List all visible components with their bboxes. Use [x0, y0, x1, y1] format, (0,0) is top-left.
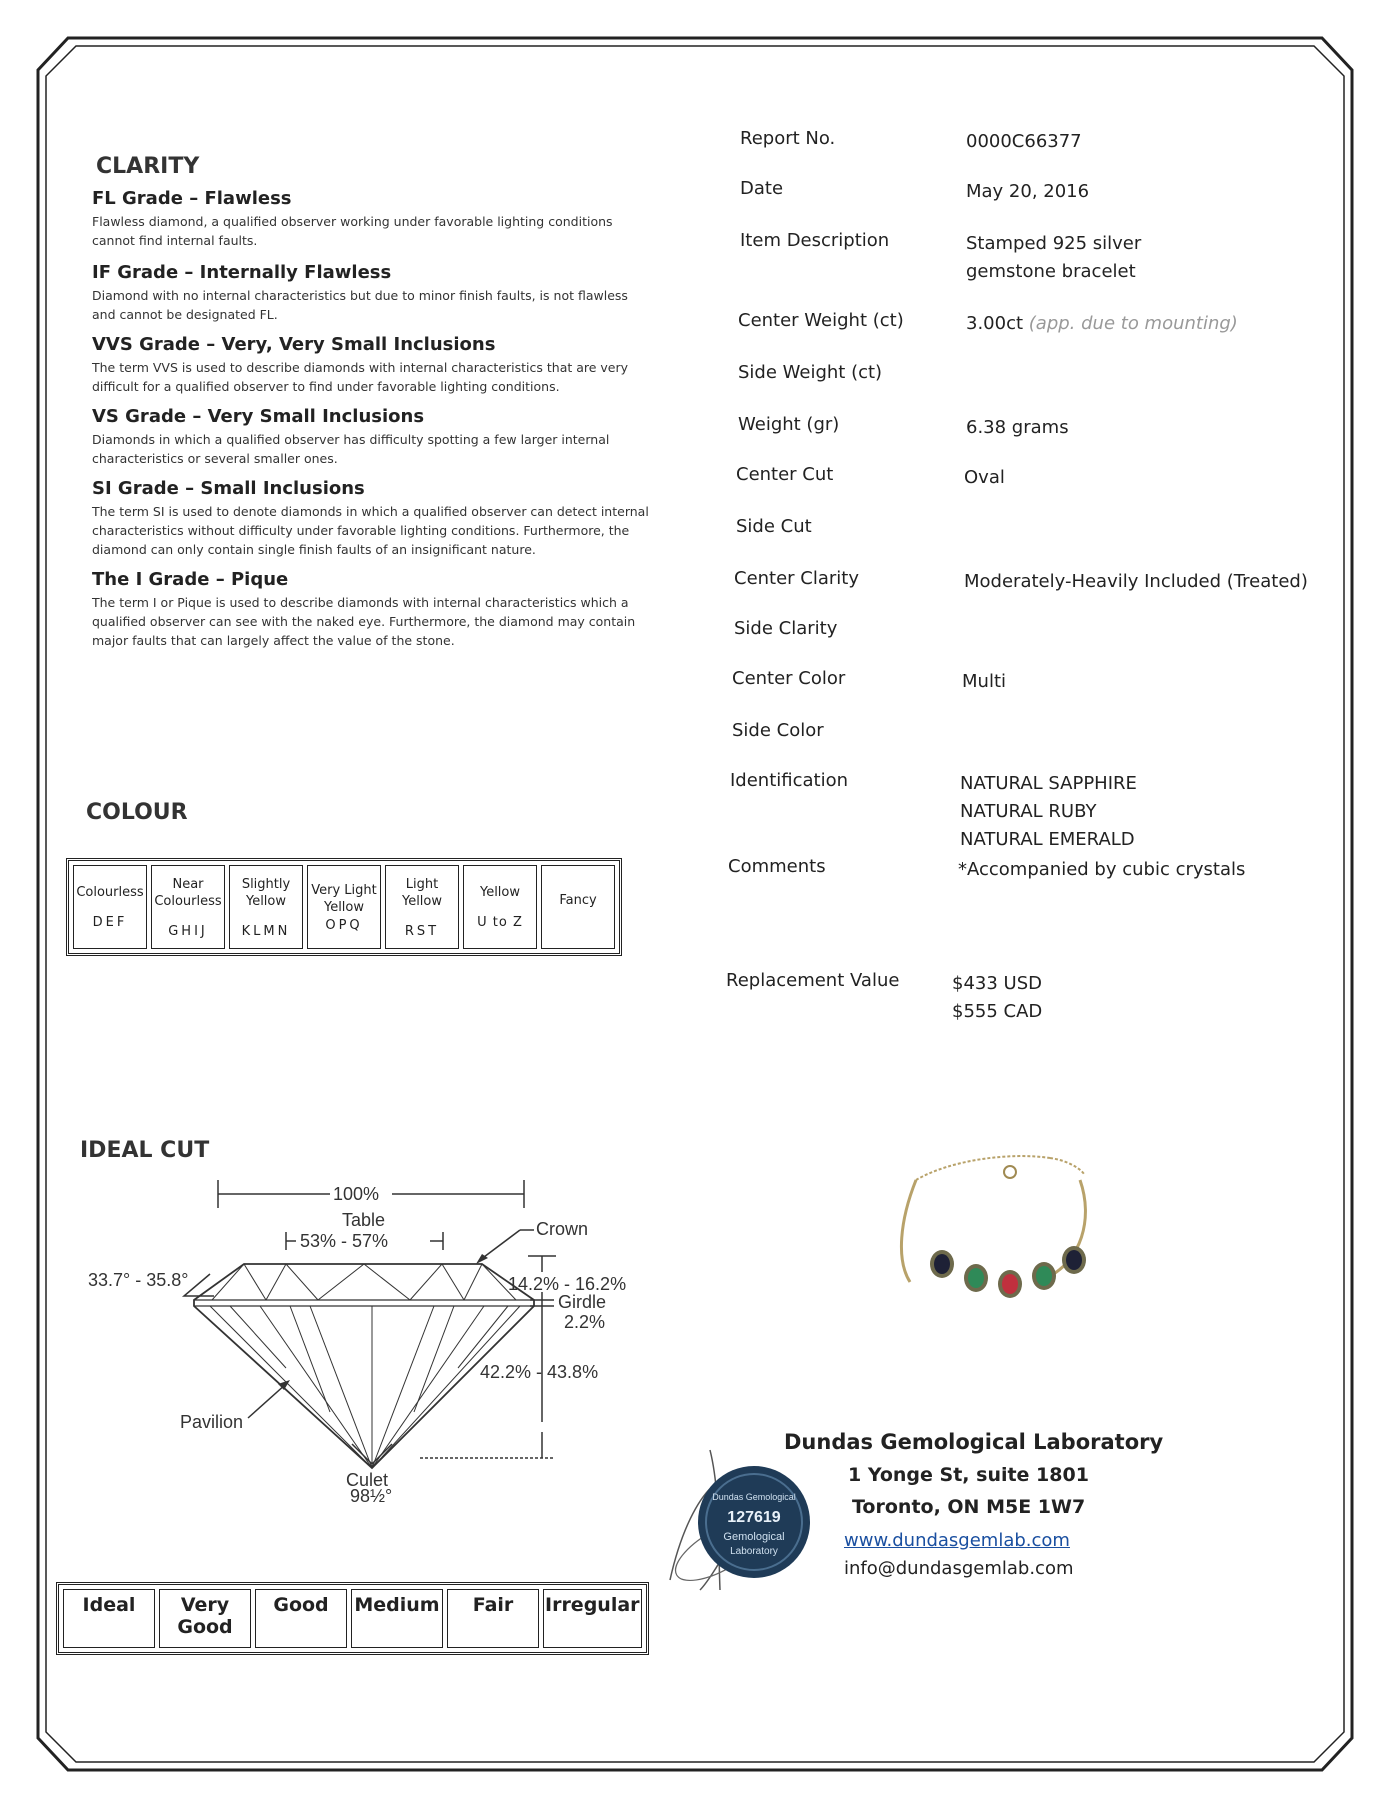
grade-i — [92, 569, 652, 650]
colour-letters: DEF — [92, 915, 128, 930]
weight-grams: 6.38 grams — [966, 417, 1069, 438]
pavilion-depth-label: 42.2% - 43.8% — [480, 1362, 599, 1382]
colour-letters: U to Z — [477, 915, 523, 930]
cut-cell: Irregular — [543, 1589, 642, 1648]
comments: *Accompanied by cubic crystals — [958, 859, 1246, 880]
grade-title: SI Grade – Small Inclusions — [92, 478, 365, 499]
center-cut: Oval — [964, 467, 1005, 488]
field-label: Center Clarity — [734, 568, 860, 589]
lab-seal — [650, 1430, 830, 1610]
lab-address-line1: 1 Yonge St, suite 1801 — [848, 1464, 1089, 1486]
field-label: Item Description — [740, 230, 890, 251]
seal-text-line: Gemological — [723, 1531, 785, 1543]
colour-cell — [385, 865, 459, 949]
cut-cell: Very Good — [159, 1589, 251, 1648]
cut-cell: Fair — [447, 1589, 539, 1648]
center-weight-note: (app. due to mounting) — [1028, 313, 1238, 334]
replacement-value-usd: $433 USD — [952, 973, 1042, 994]
grade-description: Flawless diamond, a qualified observer working under favorable lighting conditions cannot find internal faults. — [92, 214, 613, 248]
report-date: May 20, 2016 — [966, 181, 1090, 202]
field-label: Report No. — [740, 128, 836, 149]
table-range-label: 53% - 57% — [300, 1231, 389, 1251]
grade-title: FL Grade – Flawless — [92, 188, 292, 209]
colour-scale — [66, 858, 622, 956]
center-color: Multi — [962, 671, 1006, 692]
clarity-grades — [92, 188, 652, 650]
colour-name: Fancy — [559, 892, 597, 908]
girdle-label: Girdle — [558, 1292, 607, 1312]
pavilion-label: Pavilion — [180, 1412, 244, 1432]
width-pct-label: 100% — [333, 1184, 380, 1204]
colour-cell — [541, 865, 615, 949]
seal-number: 127619 — [727, 1509, 781, 1526]
colour-cell — [151, 865, 225, 949]
cut-cell: Good — [255, 1589, 347, 1648]
lab-email[interactable]: info@dundasgemlab.com — [844, 1558, 1074, 1579]
grade-description: The term VVS is used to describe diamonds with internal characteristics that are very difficult for a qualified observer to find under favorable lighting conditions. — [92, 360, 629, 394]
colour-name: Colourless — [76, 885, 144, 900]
colour-cell — [229, 865, 303, 949]
grade-title: IF Grade – Internally Flawless — [92, 262, 392, 283]
colour-letters: RST — [404, 923, 440, 939]
field-label: Center Color — [732, 668, 846, 689]
crown-angle-label: 33.7° - 35.8° — [88, 1270, 189, 1290]
bracelet-photo — [880, 1140, 1110, 1330]
field-label: Center Cut — [736, 464, 834, 485]
identification-line: NATURAL RUBY — [960, 801, 1097, 822]
colour-name: Slightly Yellow — [241, 876, 291, 909]
ideal-cut-title: IDEAL CUT — [80, 1138, 210, 1163]
crown-height-label: 14.2% - 16.2% — [508, 1274, 627, 1294]
colour-cell — [307, 865, 381, 949]
colour-title: COLOUR — [86, 800, 188, 825]
replacement-value — [952, 970, 1042, 1026]
crown-label: Crown — [536, 1219, 589, 1239]
colour-letters: KLMN — [241, 923, 291, 939]
item-description — [966, 230, 1141, 286]
seal-text-line: Laboratory — [730, 1546, 778, 1557]
field-label: Identification — [730, 770, 849, 791]
field-label: Replacement Value — [726, 970, 900, 991]
culet-label: Culet — [346, 1470, 389, 1490]
item-description-line: gemstone bracelet — [966, 261, 1136, 282]
colour-name: Near Colourless — [154, 876, 222, 909]
field-label: Side Cut — [736, 516, 812, 537]
center-weight-value: 3.00ct — [966, 313, 1024, 334]
center-clarity: Moderately-Heavily Included (Treated) — [964, 571, 1308, 592]
lab-name: Dundas Gemological Laboratory — [784, 1430, 1164, 1454]
colour-cell — [463, 865, 537, 949]
identification-line: NATURAL EMERALD — [960, 829, 1135, 850]
girdle-pct-label: 2.2% — [564, 1312, 606, 1332]
grade-description: The term SI is used to denote diamonds in which a qualified observer can detect internal characteristics without difficulty under favorable lighting conditions. Furthermore, the diamond can only contain single finish faults of an insignificant nature. — [92, 504, 649, 557]
diamond-diagram — [80, 1172, 640, 1502]
grade-title: The I Grade – Pique — [92, 569, 289, 590]
field-label: Side Color — [732, 720, 824, 741]
field-label: Center Weight (ct) — [738, 310, 904, 331]
cut-cell: Ideal — [63, 1589, 155, 1648]
cut-scale — [56, 1582, 649, 1655]
colour-name: Light Yellow — [401, 876, 443, 909]
colour-letters: GHIJ — [168, 923, 208, 939]
clarity-title: CLARITY — [96, 154, 200, 179]
field-label: Side Weight (ct) — [738, 362, 883, 383]
identification — [960, 770, 1137, 854]
grade-title: VS Grade – Very Small Inclusions — [92, 406, 425, 427]
grade-description: Diamond with no internal characteristics but due to minor finish faults, is not flawless and cannot be designated FL. — [92, 288, 628, 322]
cut-cell: Medium — [351, 1589, 443, 1648]
field-label: Weight (gr) — [738, 414, 840, 435]
identification-line: NATURAL SAPPHIRE — [960, 773, 1137, 794]
lab-address-line2: Toronto, ON M5E 1W7 — [852, 1496, 1086, 1518]
lab-website-link[interactable]: www.dundasgemlab.com — [844, 1530, 1070, 1551]
report-number: 0000C66377 — [966, 131, 1082, 152]
seal-text-line: Dundas Gemological — [712, 1492, 796, 1502]
field-label: Comments — [728, 856, 826, 877]
grade-if — [92, 262, 652, 324]
grade-vs — [92, 406, 652, 468]
item-description-line: Stamped 925 silver — [966, 233, 1142, 254]
culet-angle-label: 98½° — [350, 1486, 393, 1502]
colour-letters: OPQ — [325, 917, 363, 933]
replacement-value-cad: $555 CAD — [952, 1001, 1043, 1022]
field-label: Date — [740, 178, 784, 199]
colour-cell — [73, 865, 147, 949]
grade-title: VVS Grade – Very, Very Small Inclusions — [92, 334, 496, 355]
colour-name: Yellow — [479, 885, 521, 900]
colour-name: Very Light Yellow — [311, 882, 377, 915]
grade-fl — [92, 188, 652, 250]
grade-description: The term I or Pique is used to describe diamonds with internal characteristics which a qualified observer can see with the naked eye. Furthermore, the diamond may contain major faults that can largely affect the value of the stone. — [92, 595, 636, 648]
grade-si — [92, 478, 652, 559]
grade-vvs — [92, 334, 652, 396]
table-label: Table — [342, 1210, 386, 1230]
grade-description: Diamonds in which a qualified observer has difficulty spotting a few larger internal characteristics or several smaller ones. — [92, 432, 610, 466]
field-label: Side Clarity — [734, 618, 838, 639]
center-weight — [966, 310, 1238, 338]
